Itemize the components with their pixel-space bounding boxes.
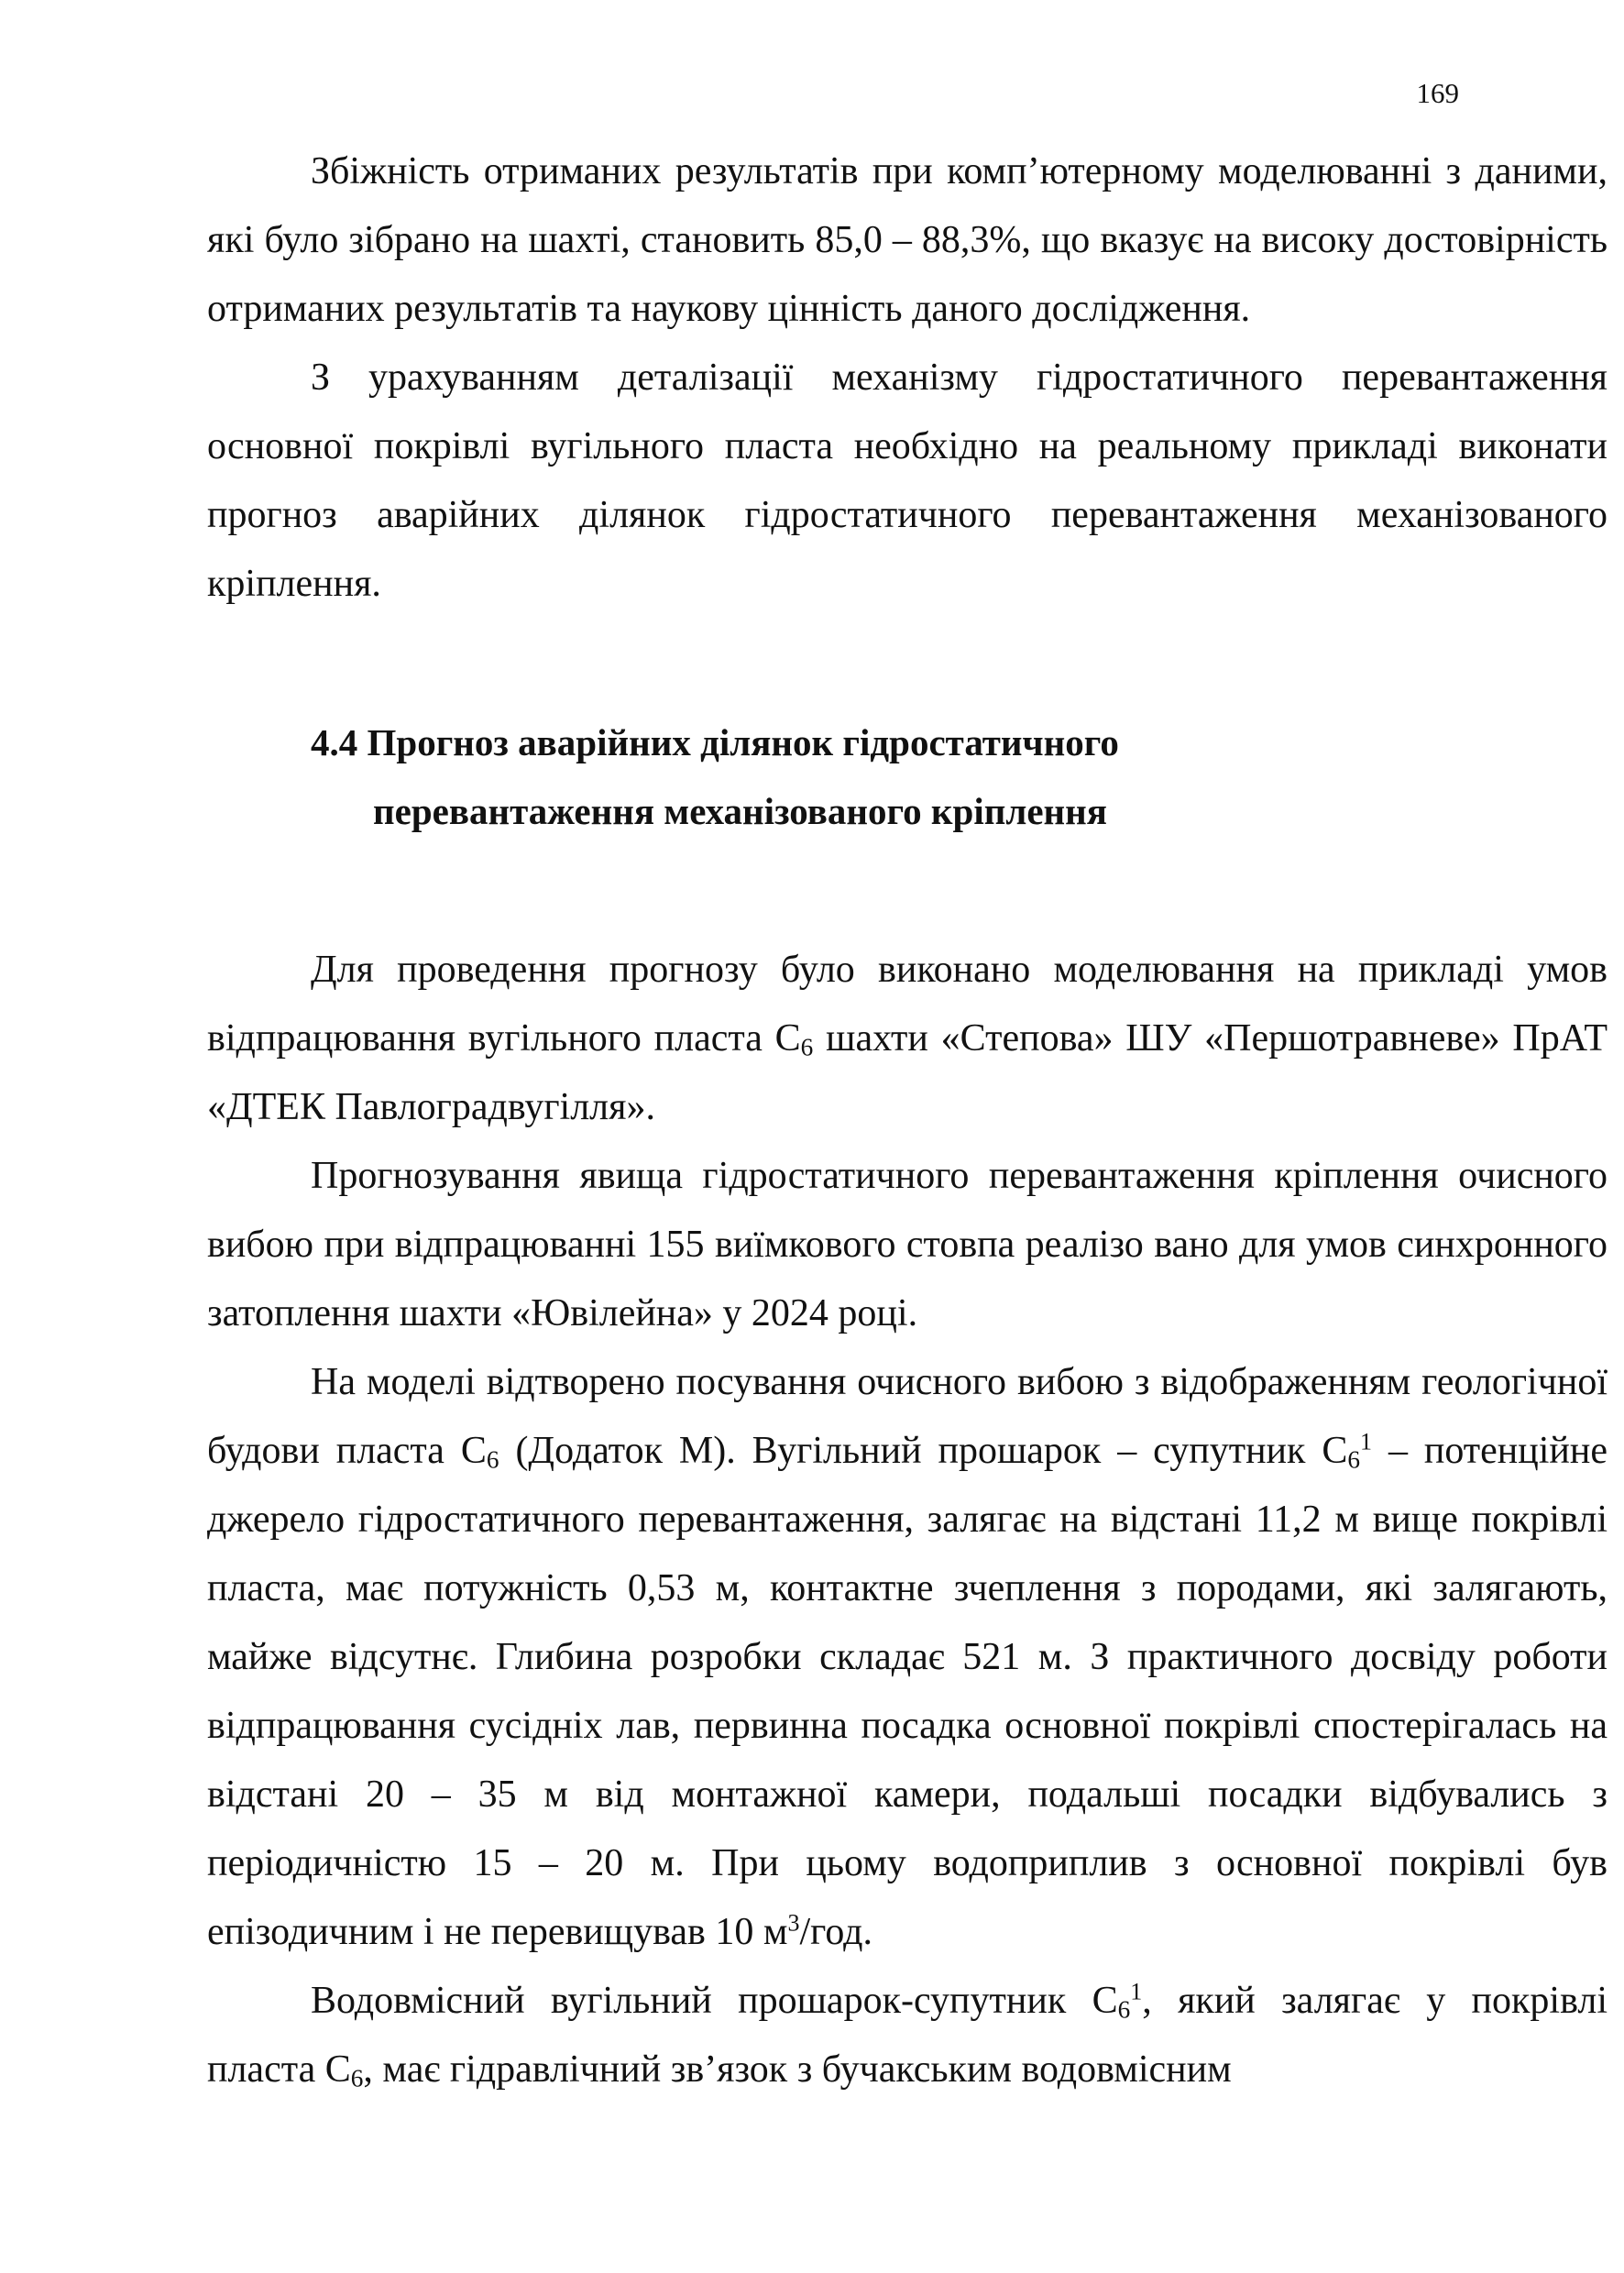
text-segment: , який залягає у покрівлі пласта С: [207, 1980, 1608, 2091]
subscript: 6: [486, 1445, 499, 1474]
section-heading-line-1: 4.4 Прогноз аварійних ділянок гідростатичного: [311, 721, 1119, 763]
paragraph-aquifer: [207, 1967, 1608, 2104]
subscript: 6: [1117, 1995, 1131, 2024]
paragraph-model-description: [207, 1348, 1608, 1967]
text-segment: , має гідравлічний зв’язок з бучакським водовмісним: [363, 2048, 1232, 2091]
section-heading: [207, 708, 1608, 846]
paragraph-forecasting: Прогнозування явища гідростатичного перевантаження кріплення очисного вибою при відпрацюванні 155 виїмкового стовпа реалізо вано для умов синхронного затоплення шахти «Ювілейна» у 2024 році.: [207, 1155, 1608, 1334]
subscript: 6: [800, 1033, 814, 1061]
superscript: 1: [1130, 1978, 1143, 2005]
subscript: 6: [350, 2064, 364, 2092]
body-text: [207, 137, 1608, 2104]
paragraph-modeling: [207, 936, 1608, 1142]
text-segment: – потенційне джерело гідростатичного перевантаження, залягає на відстані 11,2 м вище покрівлі пласта, має потужність 0,53 м, контактне зчеплення з породами, які залягають, майже відсутнє. Глибина розробки складає 521 м. З практичного досвіду роботи відпрацювання сусідніх лав, первинна посадка основної покрівлі спостерігалась на відстані 20 – 35 м від монтажної камери, подальші посадки відбувались з періодичністю 15 – 20 м. При цьому водоприплив з основної покрівлі був епізодичним і не перевищував 10 м: [207, 1430, 1608, 1953]
text-segment: шахти «Степова» ШУ «Першотравневе» ПрАТ «ДТЕК Павлоградвугілля».: [207, 1017, 1608, 1128]
text-segment: (Додаток М). Вугільний прошарок – супутник С: [499, 1430, 1348, 1472]
text-segment: На моделі відтворено посування очисного вибою з відображенням геологічної будови пласта С: [207, 1361, 1608, 1472]
superscript: 1: [1360, 1428, 1373, 1455]
text-segment: Для проведення прогнозу було виконано моделювання на прикладі умов відпрацювання вугільного пласта С: [207, 949, 1608, 1060]
text-segment: Водовмісний вугільний прошарок-супутник С: [311, 1980, 1118, 2022]
paragraph-convergence: Збіжність отриманих результатів при комп’ютерному моделюванні з даними, які було зібрано на шахті, становить 85,0 – 88,3%, що вказує на високу достовірність отриманих результатів та наукову цінність даного дослідження.: [207, 150, 1608, 330]
page-number: 169: [1416, 77, 1459, 109]
subscript: 6: [1347, 1445, 1361, 1474]
section-heading-line-2: перевантаження механізованого кріплення: [373, 790, 1107, 832]
text-segment: /год.: [799, 1911, 872, 1953]
superscript: 3: [787, 1909, 800, 1937]
paragraph-detailing: З урахуванням деталізації механізму гідростатичного перевантаження основної покрівлі вугільного пласта необхідно на реальному прикладі виконати прогноз аварійних ділянок гідростатичного перевантаження механізованого кріплення.: [207, 357, 1608, 605]
